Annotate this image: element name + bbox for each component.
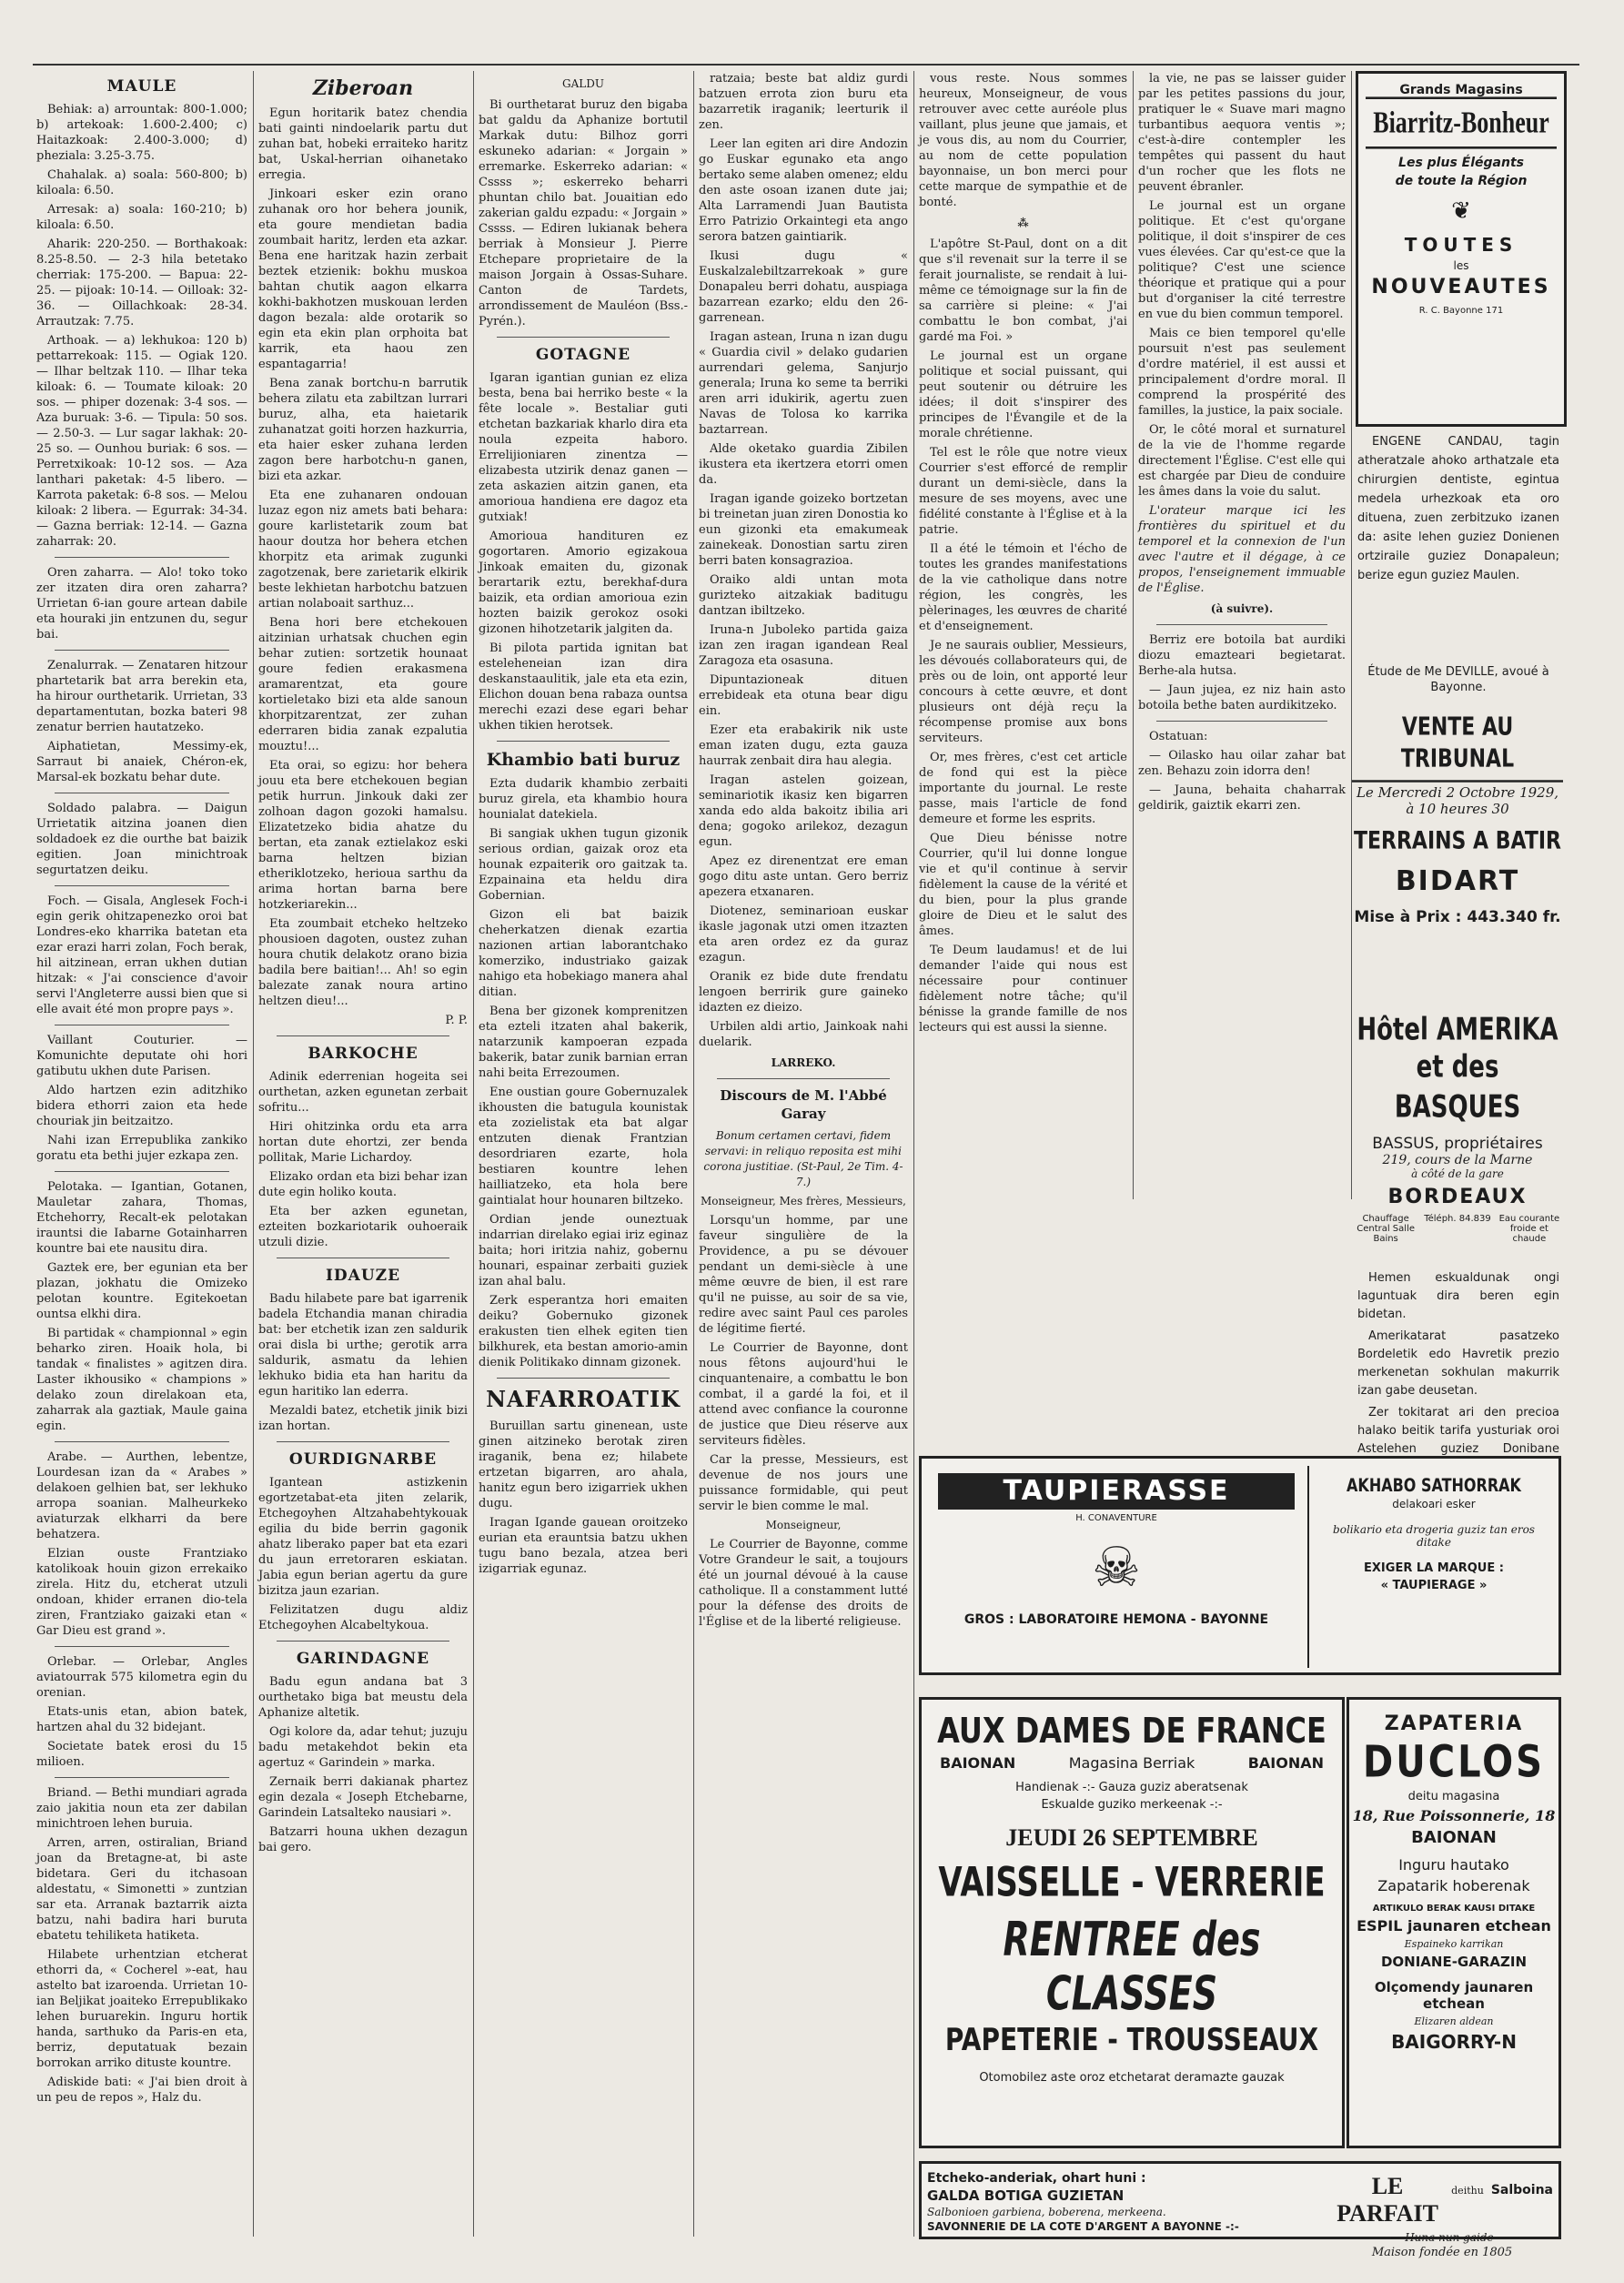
- ad-heading: VAISSELLE - VERRERIE: [938, 1859, 1326, 1906]
- ad-text: deitu magasina: [1407, 1790, 1500, 1803]
- paragraph: Or, le côté moral et surnaturel de la vie de l'homme regarde directement l'Église. C'est elle qui est chargée par Dieu de conduire les âmes dans la voie du salut.: [1138, 423, 1346, 499]
- paragraph: Zenalurrak. — Zenataren hitzour phartetarik bat arra berekin eta, ha hirour ourthetarik. Urrietan, 33 departamentutan, bozka bateri 98 zenatur berrien hautatzeko.: [36, 659, 247, 734]
- paragraph: Alde oketako guardia Zibilen ikustera eta ikertzera etorri omen da.: [699, 442, 908, 487]
- column-rule: [1133, 71, 1134, 1199]
- paragraph: Leer lan egiten ari dire Andozin go Euskar egunako eta ango bertako seme alaben omenez; eldu den aste osoan izanen dute jai; Alta Larramendi Juan Bautista Erro Patrizio Orkaintegi eta ango serora batzen gaintiarik.: [699, 137, 908, 244]
- ad-text: SAVONNERIE DE LA COTE D'ARGENT A BAYONNE -:-: [927, 2220, 1239, 2233]
- paragraph: Zer tokitarat ari den precioa halako beitik tarifa yusturiak oroi Astelehen guziez Donibane: [1357, 1406, 1559, 1456]
- paragraph: — Jaun jujea, ez niz hain asto botoila bethe baten aurdikitzeko.: [1138, 683, 1346, 712]
- separator: [497, 741, 670, 742]
- ad-text: deithu: [1451, 2185, 1484, 2197]
- paragraph: Eta ber azken egunetan, ezteiten bozkariotarik ouhoeraik utzuli dizie.: [258, 1205, 468, 1249]
- paragraph: Zerk esperantza hori emaiten deiku? Gobernuko gizonek erakusten tien elhek egiten tien bilkhurek, eta bestan amorio-amin dienik Politikako dinnam gizonek.: [479, 1294, 688, 1369]
- idauze-heading: IDAUZE: [325, 1267, 401, 1285]
- ad-text: GALDA BOTIGA GUZIETAN: [927, 2187, 1125, 2204]
- garindagne-heading: GARINDAGNE: [296, 1650, 430, 1668]
- vente-tribunal-ad: [1352, 712, 1563, 992]
- dames-subline: [940, 1754, 1324, 1772]
- column-rule: [693, 71, 694, 2237]
- ad-heading: VENTE AU TRIBUNAL: [1352, 712, 1563, 783]
- paragraph: Arabe. — Aurthen, lebentze, Lourdesan izan da « Arabes » delakoen gelhien bat, ser lekhuko arropa soanian. Malheurkeko aviaturzak elkharri da bere behatzera.: [36, 1450, 247, 1541]
- ad-text: Eskualde guziko merkeenak -:-: [1041, 1798, 1223, 1812]
- paragraph: la vie, ne pas se laisser guider par les petites passions du jour, pratiquer le « Suave mari magno turbantibus aequora ventis »; c'est-à-dire contempler les tempêtes qui passent du haut d'un rocher que les flots ne peuvent ébranler.: [1138, 72, 1346, 194]
- paragraph: Le journal est un organe politique. Et c'est qu'organe politique, il doit s'inspirer de ces vues élevées. Car qu'est-ce que la politique? C'est une science théorique et pratique qui a pour but d'organiser la cité terrestre en vue du bien commun temporel.: [1138, 199, 1346, 321]
- paragraph: Jinkoari esker ezin orano zuhanak oro hor behera jounik, eta goure mendietan badia zoumbait haritz, lerden eta azkar. Bena ene haritzak hazin zerbait beztek etzienik: bokhu muskoa bahtan chutik aagon elkarra kokhi-bakhotzen muskouan lerden dagon bezala: alde orotarik so egin eta ekin plan orphoita bat karrik, eta haou zen espantagarria!: [258, 187, 468, 371]
- ad-text: EXIGER LA MARQUE :: [1364, 1561, 1504, 1575]
- separator: [277, 1641, 449, 1642]
- column-maule: [36, 71, 247, 2237]
- separator: [55, 1777, 229, 1778]
- paragraph: Amerikatarat pasatzeko Bordeletik edo Havretik prezio merkenetan sokhulan makurrik izan gabe deusetan.: [1357, 1329, 1559, 1398]
- column-ziberoan: [258, 71, 468, 2237]
- ad-text: les: [1453, 259, 1469, 272]
- ad-text: Maison fondée en 1805: [1371, 2246, 1513, 2259]
- paragraph: Bena ber gizonek komprenitzen eta ezteli itzaten ahal bakerik, natarzunik kampoeran ezpada bakerik, batar zunik barnian erran nahi beita Errezoumen.: [479, 1005, 688, 1080]
- paragraph: Hiri ohitzinka ordu eta arra hortan dute ehortzi, zer benda pollitak, Marie Lichardoy.: [258, 1120, 468, 1165]
- biarritz-bonheur-ad: [1356, 71, 1567, 427]
- paragraph: Ene oustian goure Gobernuzalek ikhousten die batugula kounistak eta zozielistak eta bat algar entzuten dienak Frantzian desordriaren ezarte, hola bestiaren kountre lehen hailliatzeko, eta hola bere gaintialat hour hounaren biltzeko.: [479, 1086, 688, 1207]
- ad-heading: AKHABO SATHORRAK: [1347, 1475, 1521, 1496]
- paragraph: Vaillant Couturier. — Komunichte deputate ohi hori gatibutu ukhen dute Parisen.: [36, 1034, 247, 1078]
- paragraph: Badu hilabete pare bat igarrenik badela Etchandia manan chiradia bat: ber etchetik izan zen saldurik orai disla bi urthe; gerotik arra saldurik, asmatu da lehien lekhuko bidia eta han haritu da egun haritiko lan ederra.: [258, 1292, 468, 1399]
- paragraph: Aharik: 220-250. — Borthakoak: 8.25-8.50. — 2-3 hila betetako cherriak: 175-200. — Bapua: 22-25. — pijoak: 10-14. — Oilloak: 32-36. — Oillachkoak: 28-34. Arrautzak: 7.75.: [36, 237, 247, 328]
- ad-heading: BORDEAUX: [1387, 1186, 1528, 1208]
- ad-text: NOUVEAUTES: [1371, 276, 1551, 298]
- paragraph: Soldado palabra. — Daigun Urrietatik aitzina joanen dien soldadoek ez die ourthe bat baizik egitien. Joan minichtroak segurtatzen deiku.: [36, 802, 247, 877]
- ad-text: Magasina Berriak: [1068, 1754, 1195, 1772]
- paragraph: Chahalak. a) soala: 560-800; b) kiloala: 6.50.: [36, 168, 247, 197]
- separator: [717, 1078, 890, 1079]
- ad-text: Etcheko-anderiak, ohart huni :: [927, 2171, 1146, 2186]
- paragraph: Iragan igande goizeko bortzetan bi treinetan juan ziren Donostia ko eun gizonki eta emakumeak zainekeak. Donostian sartu ziren berri baten konsagrazioa.: [699, 492, 908, 568]
- latin-quote: Bonum certamen certavi, fidem servavi: in reliquo reposita est mihi corona justitiae. (St-Paul, 2e Tim. 4-7.): [703, 1129, 903, 1188]
- column-nafarroa-news: [699, 71, 908, 2237]
- paragraph: Dipuntazioneak dituen errebideak eta otuna bear digu ein.: [699, 673, 908, 718]
- ad-heading: BAIONAN: [1411, 1828, 1497, 1847]
- paragraph: Iruna-n Juboleko partida gaiza izan zen iragan igandean Real Zaragoza eta osasuna.: [699, 623, 908, 668]
- paragraph: Orlebar. — Orlebar, Angles aviatourrak 575 kilometra egin du orenian.: [36, 1655, 247, 1700]
- ornament-icon: ❦: [1451, 197, 1471, 225]
- khambio-heading: Khambio bati buruz: [486, 750, 681, 770]
- candau-notice: [1357, 432, 1559, 614]
- ad-text: ESPIL jaunaren etchean: [1357, 1917, 1551, 1934]
- deville-notice: [1357, 664, 1559, 701]
- paragraph: Aldo hartzen ezin aditzhiko bidera ethorri zaion eta hede chouriak jin beitzaitzo.: [36, 1084, 247, 1128]
- paragraph: Arresak: a) soala: 160-210; b) kiloala: 6.50.: [36, 203, 247, 232]
- ad-brand: TAUPIERASSE: [938, 1473, 1295, 1510]
- ad-heading: et des BASQUES: [1394, 1049, 1521, 1126]
- separator: [277, 1441, 449, 1442]
- ad-text: « TAUPIERAGE »: [1380, 1579, 1488, 1592]
- ad-text: R. C. Bayonne 171: [1418, 306, 1504, 316]
- ad-text: BAIONAN: [940, 1754, 1016, 1772]
- le-parfait-ad: [919, 2161, 1561, 2259]
- paragraph: Ikusi dugu « Euskalzalebiltzarrekoak » gure Donapaleu berri dohatu, auspiaga bazarrean ezarko; eldu den 26-garrenean.: [699, 249, 908, 325]
- paragraph: Etats-unis etan, abion batek, hartzen ahal du 32 bidejant.: [36, 1705, 247, 1734]
- signature: P. P.: [445, 1014, 468, 1027]
- paragraph: Bi partidak « championnal » egin beharko ziren. Hoaik hola, bi tandak « finalistes » agitzen dira. Laster ikhousiko « champions » delako zoun direlakoan eta, zaharrak ala gaztiak, Maule gaina egin.: [36, 1327, 247, 1433]
- ad-text: Otomobilez aste oroz etchetarat deramazte gauzak: [979, 2071, 1285, 2085]
- column-galdu: [479, 71, 688, 2237]
- paragraph: Que Dieu bénisse notre Courrier, qu'il lui donne longue vie et qu'il continue à servir fidèlement la cause de la vérité et du bien, pour la plus grande gloire de Dieu et le salut des âmes.: [919, 832, 1127, 938]
- asterism: ⁂: [1017, 217, 1029, 229]
- ad-text: Handienak -:- Gauza guziz aberatsenak: [1015, 1781, 1248, 1794]
- paragraph: Iragan Igande gauean oroitzeko eurian eta erauntsia batzu ukhen tugu bano bezala, atzea beri izigarriak egunaz.: [479, 1516, 688, 1576]
- ad-heading: BIDART: [1395, 865, 1520, 897]
- gotagne-heading: GOTAGNE: [535, 346, 631, 364]
- galdu-heading: GALDU: [562, 77, 604, 90]
- column-rule: [473, 71, 474, 2237]
- paragraph: Iragan astean, Iruna n izan dugu « Guardia civil » delako gudarien aurrendari gelema, Sanjurjo generala; Iruna ko seme ta berriki aren arri idukirik, agertu zuen Navas de Tolosa ko karrika baztarrean.: [699, 330, 908, 437]
- ad-text: Grands Magasins: [1399, 83, 1523, 97]
- paragraph: Buruillan sartu ginenean, uste ginen aitzineko berotak ziren iraganik, bena ez; hilabete ertzetan bigarren, aro ahala, hanitz egun bero izigarriek ukhen dugu.: [479, 1419, 688, 1510]
- paragraph: Or, mes frères, c'est cet article de fond qui est la pièce importante du journal. Le reste passe, mais l'article de fond demeure et forme les esprits.: [919, 751, 1127, 826]
- paragraph: Gaztek ere, ber egunian eta ber plazan, jokhatu die Omizeko pelotan kountre. Egitekoetan ountsa elkhi dira.: [36, 1261, 247, 1321]
- duclos-ad: [1347, 1697, 1561, 2148]
- ad-text: à 10 heures 30: [1406, 801, 1509, 817]
- ad-text: DONIANE-GARAZIN: [1380, 1954, 1528, 1970]
- ad-text: Espaineko karrikan: [1404, 1938, 1504, 1950]
- paragraph: Eta ene zuhanaren ondouan luzaz egon niz amets bati behara: goure karlistetarik zoum bat haour doutza hor behera etchen khorpitz eta arimak zugunki zagotzenak, bere zarietarik elkirik beste lekhietan harbotchu batzuen artian nolaboait sarthuz...: [258, 489, 468, 611]
- ad-brand: Biarritz-Bonheur: [1366, 96, 1557, 148]
- ad-brand: AUX DAMES DE FRANCE: [937, 1710, 1326, 1752]
- paragraph: Igaran igantian gunian ez eliza besta, bena bai herriko beste « la fête locale ». Bestaliar guti etchetan bazkariak kharlo dira eta noula ezpeita haboro. Errelijioniaren zinentza — elizabesta utzirik denaz ganen — zeta askazien aitzin ganen, eta amorioua handiena ere dagoz eta gutxiak!: [479, 371, 688, 524]
- hotel-features: [1352, 1214, 1563, 1244]
- paragraph: Berriz ere botoila bat aurdiki diozu emazteari begietarat. Berhe-ala hutsa.: [1138, 633, 1346, 678]
- taupierasse-left: [925, 1466, 1309, 1668]
- separator: [55, 1441, 229, 1442]
- ourdignarbe-heading: OURDIGNARBE: [288, 1450, 438, 1469]
- parfait-left: [927, 2169, 1327, 2235]
- maule-heading: MAULE: [106, 77, 177, 96]
- ad-heading: PAPETERIE - TROUSSEAUX: [944, 2021, 1319, 2058]
- paragraph: Étude de Me DEVILLE, avoué à Bayonne.: [1367, 665, 1549, 694]
- paragraph: ENGENE CANDAU, tagin atheratzale ahoko arthatzale eta chirurgien dentiste, egintua medela urhezkoak eta oro dituena, zuen zerbitzuko izanen da: asite lehen guziez Donienen ortziraile guziez Donapaleun; berize egun guziez Maulen.: [1357, 435, 1559, 582]
- paragraph: L'apôtre St-Paul, dont on a dit que s'il revenait sur la terre il se ferait journaliste, se rendait à lui-même ce témoignage sur la fin de sa carrière si pleine: « J'ai combattu le bon combat, j'ai gardé ma Foi. »: [919, 237, 1127, 344]
- ad-text: — Huna nun gaide: [1390, 2231, 1494, 2244]
- nafarroatik-heading: NAFARROATIK: [486, 1386, 681, 1412]
- paragraph: Adiskide bati: « J'ai bien droit à un peu de repos », Halz du.: [36, 2076, 247, 2105]
- hemen-notice: [1357, 1269, 1559, 1456]
- separator: [55, 885, 229, 886]
- ad-text: H. CONAVENTURE: [1075, 1513, 1157, 1523]
- paragraph: vous reste. Nous sommes heureux, Monseigneur, de vous retrouver avec cette auréole plus vaillant, plus jeune que jamais, et je vous dis, au nom du Courrier, au nom de cette population bayonnaise, un bon merci pour cette marque de sympathie et de bonté.: [919, 72, 1127, 209]
- ad-text: à côté de la gare: [1411, 1167, 1504, 1180]
- separator: [55, 650, 229, 651]
- ad-heading: JEUDI 26 SEPTEMBRE: [1005, 1824, 1258, 1851]
- paragraph: Ostatuan:: [1149, 730, 1208, 743]
- ad-text: delakoari esker: [1392, 1498, 1476, 1510]
- paragraph: Felizitatzen dugu aldiz Etchegoyhen Alcabeltykoua.: [258, 1603, 468, 1632]
- paragraph: Iragan astelen goizean, seminariotik ikasiz ken bigarren xanda edo alda bakoitz ibilia ari dena; gogoko arilekoz, dezagun egun.: [699, 773, 908, 849]
- ad-text: 219, cours de la Marne: [1382, 1153, 1533, 1167]
- paragraph: L'orateur marque ici les frontières du spirituel et du temporel et la connexion de l'un avec l'autre et il dégage, à ce propos, l'enseignement immuable de l'Église.: [1138, 504, 1346, 595]
- paragraph: Igantean astizkenin egortzetabat-eta jiten zelarik, Etchegoyhen Altzahabehtykouak egilia du bide berrin gagonik ahatz liberako paper bat eta ezari du jaun erretoraren eskiatan. Jabia egun berian agertu da gure bizitza jaun ezarian.: [258, 1476, 468, 1598]
- ziberoan-heading: Ziberoan: [312, 76, 414, 100]
- paragraph: Oraiko aldi untan mota gurizteko aitzakiak baditugu dantzan ibiltzeko.: [699, 573, 908, 618]
- ad-heading: BAIGORRY-N: [1391, 2031, 1517, 2053]
- ad-text: Chauffage Central Salle Bains: [1357, 1214, 1415, 1244]
- ad-text: Eau courante froide et chaude: [1498, 1214, 1560, 1244]
- paragraph: Le Courrier de Bayonne, comme Votre Grandeur le sait, a toujours été un journal dévoué à la cause catholique. Il a constamment lutté pour la défense des droits de l'Église et de la liberté religieuse.: [699, 1538, 908, 1629]
- ad-text: ARTIKULO BERAK KAUSI DITAKE: [1372, 1904, 1536, 1914]
- paragraph: — Oilasko hau oilar zahar bat zen. Behazu zoin idorra den!: [1138, 749, 1346, 778]
- paragraph: Bena hori bere etchekouen aitzinian urhatsak chuchen egin behar zutien: sortzetik hounaat goure fedien erakasmena aramarentzat, eta goure kortieletako bizi eta alde sanoun khorpitzarentzat, zer zuhan ederraren bidia zanak ezpalutia mouztu!...: [258, 616, 468, 753]
- paragraph: Zernaik berri dakianak phartez egin dezala « Joseph Etchebarne, Garindein Latsalteko nausiari ».: [258, 1775, 468, 1820]
- ad-text: BASSUS, propriétaires: [1372, 1135, 1543, 1153]
- paragraph: Apez ez direnentzat ere eman gogo ditu aste untan. Gero berriz apezera etxanaren.: [699, 854, 908, 899]
- paragraph: Gizon eli bat baizik cheherkatzen dienak ezartia nazionen artian laborantchako komerziko, industriako gaizak nahigo eta hobekiago manera ahal ditian.: [479, 908, 688, 999]
- separator: [55, 557, 229, 558]
- ad-text: bolikario eta drogeria guziz tan eros ditake: [1333, 1523, 1535, 1549]
- ad-text: TOUTES: [1404, 234, 1518, 256]
- ad-text: GROS : LABORATOIRE HEMONA - BAYONNE: [963, 1612, 1269, 1627]
- paragraph: Bi ourthetarat buruz den bigaba bat galdu da Aphanize bortutil Markak dutu: Bilhoz gorri eskuneko adarian: « Jorgain » erremarke. Eskerreko adarian: « Cssss »; eskerreko beharri phuntan chilo bat. Jouaitian edo zakerian galdu ezpadu: « Jorgain » Cssss. — Ediren lukianak behera berriak à Monsieur J. Pierre Etchepare proprietaire de la maison Jorgain à Ossas-Suhare. Canton de Tardets, arrondissement de Mauléon (Bss.-Pyrén.).: [479, 98, 688, 328]
- ad-text: Olçomendy jaunaren etchean: [1374, 1979, 1534, 2012]
- paragraph: Egun horitarik batez chendia bati gainti nindoelarik partu dut zuhan bat, hobeki erraiteko haritz bat, Uskal-herrian oihanetako erregia.: [258, 106, 468, 182]
- paragraph: Bi pilota partida ignitan bat esteleheneian izan dira deskanstaaulitik, jale eta eta ezin, Elichon douan bena rabaza ountsa merechi ezazi dese egari behar ukhen tikien herotsek.: [479, 641, 688, 732]
- column-rule: [913, 71, 914, 2237]
- ad-heading: ZAPATERIA: [1384, 1712, 1524, 1735]
- discours-heading: Discours de M. l'Abbé Garay: [720, 1087, 887, 1122]
- paragraph: Batzarri houna ukhen dezagun bai gero.: [258, 1825, 468, 1854]
- ad-heading: RENTREE des CLASSES: [1003, 1912, 1261, 2021]
- separator: [55, 1171, 229, 1172]
- ad-text: Salbonioen garbiena, boberena, merkeena.: [927, 2206, 1166, 2218]
- paragraph: Car la presse, Messieurs, est devenue de nos jours une puissance formidable, qui peut servir le bien comme le mal.: [699, 1453, 908, 1513]
- ad-text: Les plus Élégants: [1398, 156, 1524, 170]
- paragraph: Hilabete urhentzian etcherat ethorri da, « Cocherel »-eat, hau astelto bat izaroenda. Urrietan 10-ian Beljikat joaiteko Errepublikako lehen buruarekin. Inguru hortik handa, sarthuko da Paris-en eta, berriz, deputatuak bezain borrokan arriko dituste kountre.: [36, 1948, 247, 2070]
- separator: [1156, 624, 1327, 625]
- paragraph: Aiphatietan, Messimy-ek, Sarraut bi anaiek, Chéron-ek, Marsal-ek bozkatu behar dute.: [36, 740, 247, 784]
- paragraph: Eta zoumbait etcheko heltzeko phousioen dagoten, oustez zuhan houra chutik delakotz orano bizia badila bere baitian!... Ah! so egin balezate zanak noura artino heltzen dieu!...: [258, 917, 468, 1008]
- paragraph: ratzaia; beste bat aldiz gurdi batzuen errota zion buru eta bazarretik iraganik; leerturik il zen.: [699, 72, 908, 132]
- paragraph: Ordian jende ouneztuak indarrian direlako egiai iriz eginaz baita; hori iritzia nahiz, gobernu hounari, espainar zerbaiti guziek izan ahal balu.: [479, 1213, 688, 1288]
- paragraph: Bi sangiak ukhen tugun gizonik serious ordian, gaizak oroz eta hounak ezpaiterik oro gaitzak ta. Ezpainaina eta heldu dira Gobernian.: [479, 827, 688, 903]
- ad-text: Téléph. 84.839: [1424, 1214, 1491, 1224]
- paragraph: Mais ce bien temporel qu'elle poursuit n'est pas seulement d'ordre matériel, il est aussi et principalement d'ordre moral. Il comprend la prospérité des familles, la justice, la paix sociale.: [1138, 327, 1346, 418]
- paragraph: Diotenez, seminarioan euskar ikasle jagonak utzi omen itzazten eta aren ordez ez da guraz ezagun.: [699, 904, 908, 965]
- paragraph: Societate batek erosi du 15 milioen.: [36, 1740, 247, 1769]
- paragraph: Il a été le témoin et l'écho de toutes les grandes manifestations de la vie catholique dans notre région, les congrès, les pèlerinages, les œuvres de charité et d'enseignement.: [919, 542, 1127, 633]
- ad-brand: DUCLOS: [1363, 1737, 1545, 1788]
- paragraph: Arren, arren, ostiralian, Briand joan da Bretagne-at, bi aste bidetara. Geri du itchasoan aldestatu, « Simonetti » zuntzian sar eta. Arranak baztarrik aizta batzu, nahi badira hari buruta ebatetu tehiliketa hatiketa.: [36, 1836, 247, 1943]
- ad-heading: TERRAINS A BATIR: [1354, 827, 1561, 855]
- ad-text: Le Mercredi 2 Octobre 1929,: [1356, 784, 1559, 801]
- paragraph: Hemen eskualdunak ongi laguntuak dira beren egin bidetan.: [1357, 1271, 1559, 1321]
- paragraph: Ezta dudarik khambio zerbaiti buruz girela, eta khambio houra hounialat datekiela.: [479, 777, 688, 822]
- column-rule: [253, 71, 254, 2237]
- paragraph: Urbilen aldi artio, Jainkoak nahi duelarik.: [699, 1020, 908, 1049]
- column-discours-end: [1138, 71, 1346, 1199]
- paragraph: Mezaldi batez, etchetik jinik bizi izan hortan.: [258, 1404, 468, 1433]
- paragraph: Pelotaka. — Igantian, Gotanen, Mauletar zahara, Thomas, Etchehorry, Recalt-ek pelotakan irauntsi die Iabarne Gotainharren kountre bai ete nausitu dira.: [36, 1180, 247, 1256]
- paragraph: Badu egun andana bat 3 ourthetako biga bat meustu dela Aphanize altetik.: [258, 1675, 468, 1720]
- paragraph: Eta orai, so egizu: hor behera jouu eta bere etchekouen begian petik hurrun. Jinkouk daki zer zolhoan dagon gozoki hamalsu. Elizatetzeko bidia ahatze du bertan, eta zanak eztielakoz eski barna heltzen bizian etheriklotzeko, herioua sarthu da arima hortan barna bere hotzkeriarekin...: [258, 759, 468, 912]
- paragraph: Ezer eta erabakirik nik uste eman izaten dugu, ezta gauza haurrak zenbait dira hau alegia.: [699, 723, 908, 768]
- paragraph: Behiak: a) arrountak: 800-1.000; b) artekoak: 1.600-2.400; c) Haitazkoak: 2.400-3.000; d) pheziala: 3.25-3.75.: [36, 103, 247, 163]
- ad-text: Zapatarik hoberenak: [1377, 1877, 1530, 1894]
- separator: [497, 337, 670, 338]
- separator: [277, 1035, 449, 1036]
- paragraph: Amorioua handituren ez gogortaren. Amorio egizakoua Jinkoak emaiten du, gizonak berartarik eztu, berekhaf-dura baizik, eta ordian amorioua ezin hozten baizik gerokoz osoki gizonen hihotzetarik jalgiten da.: [479, 530, 688, 636]
- paragraph: Oranik ez bide dute frendatu lengoen berririk gure gaineko idazten ez dieizo.: [699, 970, 908, 1015]
- ad-text: de toute la Région: [1395, 174, 1528, 188]
- separator: [1156, 721, 1327, 722]
- taupierasse-right: [1313, 1466, 1555, 1668]
- ad-text: BAIONAN: [1247, 1754, 1324, 1772]
- ad-text: Mise à Prix : 443.340 fr.: [1354, 908, 1561, 926]
- ad-text: Elizaren aldean: [1414, 2015, 1494, 2027]
- paragraph: Ogi kolore da, adar tehut; juzuju badu metakehdot bekin eta agertuz « Garindein » marka.: [258, 1725, 468, 1770]
- paragraph: — Jauna, behaita chaharrak geldirik, gaiztik ekarri zen.: [1138, 783, 1346, 813]
- ad-brand: LE PARFAIT: [1337, 2173, 1438, 2227]
- hotel-amerika-ad: [1352, 1012, 1563, 1265]
- paragraph: Le Courrier de Bayonne, dont nous fêtons aujourd'hui le cinquantenaire, a combattu le bon combat, il a gardé la foi, et il attend avec confiance la couronne de justice que Dieu réserve aux serviteurs fidèles.: [699, 1341, 908, 1448]
- ad-heading: Hôtel AMERIKA: [1357, 1012, 1558, 1048]
- paragraph: Lorsqu'un homme, par une faveur singulière de la Providence, a pu se dévouer pendant un demi-siècle à une même œuvre de bien, il est rare qu'il ne puisse, au soir de sa vie, redire avec saint Paul ces paroles de légitime fierté.: [699, 1214, 908, 1336]
- ad-text: Inguru hautako: [1398, 1856, 1509, 1874]
- ad-text: 18, Rue Poissonnerie, 18: [1352, 1807, 1556, 1824]
- parfait-brand-row: [1331, 2173, 1553, 2227]
- salutation: Monseigneur, Mes frères, Messieurs,: [701, 1195, 906, 1207]
- taupierasse-ad: [919, 1456, 1561, 1675]
- paragraph: Tel est le rôle que notre vieux Courrier s'est efforcé de remplir durant un demi-siècle, dans la mesure de ses moyens, avec une fidélité constante à l'Église et à la patrie.: [919, 446, 1127, 537]
- paragraph: Briand. — Bethi mundiari agrada zaio jakitia noun eta zer dabilan minichtroen lehen buruia.: [36, 1786, 247, 1831]
- paragraph: Je ne saurais oublier, Messieurs, les dévoués collaborateurs qui, de près ou de loin, ont apporté leur concours à cette œuvre, et dont plusieurs ont déjà reçu la récompense promise aux bons serviteurs.: [919, 639, 1127, 745]
- a-suivre: (à suivre).: [1210, 602, 1274, 615]
- paragraph: Le journal est un organe politique et social puissant, qui peut soutenir ou détruire les idées; il doit s'inspirer des principes de l'Évangile et de la morale chrétienne.: [919, 349, 1127, 440]
- parfait-right: [1331, 2169, 1553, 2261]
- paragraph: Adinik ederrenian hogeita sei ourthetan, azken egunetan zerbait sofritu...: [258, 1070, 468, 1115]
- ad-text: Salboina: [1490, 2183, 1553, 2197]
- paragraph: Bena zanak bortchu-n barrutik behera zilatu eta zabiltzan lurrari buruz, alha, eta haietarik zuhanatzat goiti horzen hazkurria, eta haier esker zuhana lerden zagon bere harbotchu-n ganen, bizi eta azkar.: [258, 377, 468, 483]
- paragraph: Oren zaharra. — Alo! toko toko zer itzaten dira oren zaharra? Urrietan 6-ian goure artean dabile eta houraki jin entzunen du, segur bai.: [36, 566, 247, 641]
- larreko-signature: LARREKO.: [771, 1056, 836, 1069]
- separator: [55, 1646, 229, 1647]
- barkoche-heading: BARKOCHE: [308, 1045, 419, 1063]
- separator: [497, 1378, 670, 1379]
- salutation: Monseigneur,: [765, 1519, 842, 1531]
- skull-icon: ☠: [1092, 1536, 1141, 1600]
- paragraph: Te Deum laudamus! et de lui demander l'aide qui nous est nécessaire pour continuer fidèlement notre tâche; qu'il bénisse la grande famille de nos lecteurs qui est aussi la sienne.: [919, 944, 1127, 1035]
- paragraph: Arthoak. — a) lekhukoa: 120 b) pettarrekoak: 115. — Ogiak 120. — Ilhar beltzak 110. — Ilhar teka kiloak: 6. — Toumate kiloak: 20 sos. — phiper dozenak: 3-4 sos. — Aza buruak: 3-6. — Tipula: 50 sos. — 2.50-3. — Lur sagar lakhak: 20-25 so. — Ounhou buriak: 6 sos. — Perretxikoak: 10-12 sos. — Aza lanthari paketak: 4-5 libero. — Karrota paketak: 6-8 sos. — Melou kiloak: 2 libera. — Egurrak: 34-34. — Gazna berriak: 12-14. — Gazna zaharrak: 20.: [36, 334, 247, 549]
- paragraph: Elzian ouste Frantziako katolikoak houin gizon errekaiko zirela. Hitz du, etcherat utzuli ondoan, khider erranen dio-tela ziren, Frantziako gaizaki etan « Gar Dieu est grand ».: [36, 1547, 247, 1638]
- paragraph: Foch. — Gisala, Anglesek Foch-i egin gerik ohitzapenezko oroi bat Londres-eko kharrika batetan eta ezar erazi harri zolan, Foch berak, hil aitzinean, erran ukhen dutian hitzak: « J'ai conscience d'avoir servi l'Angleterre aussi bien que si elle avait été mon propre pays ».: [36, 894, 247, 1016]
- paragraph: Elizako ordan eta bizi behar izan dute egin holiko kouta.: [258, 1170, 468, 1199]
- paragraph: Nahi izan Errepublika zankiko goratu eta bethi jujer ezkapa zen.: [36, 1134, 247, 1163]
- dames-de-france-ad: [919, 1697, 1345, 2148]
